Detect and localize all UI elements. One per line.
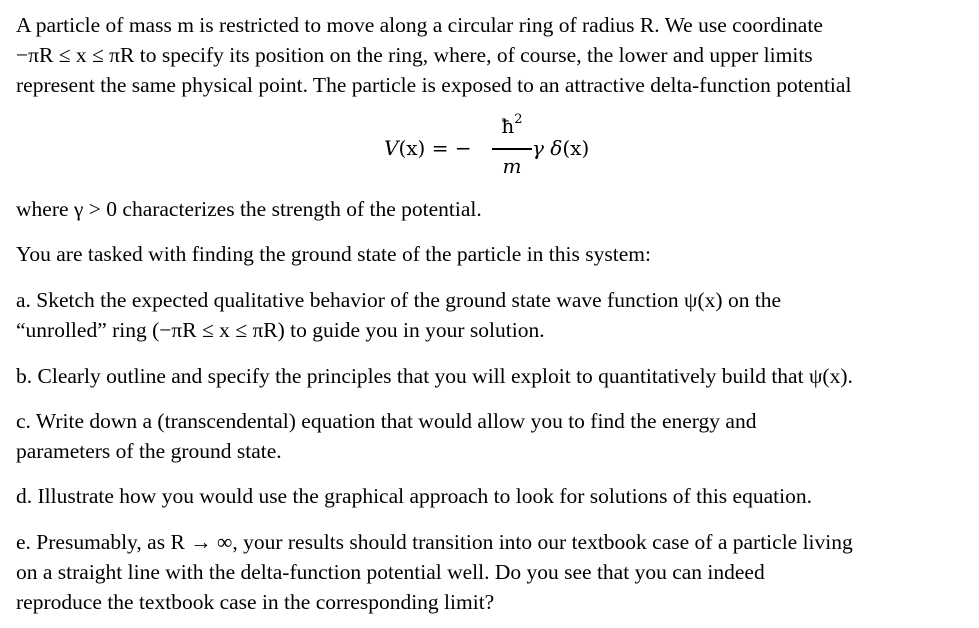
task-line: You are tasked with finding the ground state of the particle in this system: xyxy=(16,242,651,266)
item-b-line-1: b. Clearly outline and specify the principles that you will exploit to quantitatively build that ψ(x). xyxy=(16,364,853,388)
item-c-line-2: parameters of the ground state. xyxy=(16,439,282,463)
equation-fraction xyxy=(492,114,532,184)
intro-line-1: A particle of mass m is restricted to move along a circular ring of radius R. We use coordinate xyxy=(16,13,823,37)
equation-rhs-arg: (x) xyxy=(562,136,590,160)
item-e-line-1: e. Presumably, as R → ∞, your results should transition into our textbook case of a particle living xyxy=(16,530,853,554)
item-e-line-3: reproduce the textbook case in the corresponding limit? xyxy=(16,590,495,614)
item-a-line-2: “unrolled” ring (−πR ≤ x ≤ πR) to guide you in your solution. xyxy=(16,318,545,342)
item-c-line-1: c. Write down a (transcendental) equation that would allow you to find the energy and xyxy=(16,409,757,433)
hbar-symbol: ħ xyxy=(501,114,515,138)
delta-symbol: δ xyxy=(543,136,563,160)
equation-rhs xyxy=(532,136,589,160)
item-d-line-1: d. Illustrate how you would use the graphical approach to look for solutions of this equation. xyxy=(16,484,812,508)
equation-lhs xyxy=(384,136,472,160)
item-c xyxy=(16,406,756,466)
equation-func: V xyxy=(384,136,399,160)
intro-line-2: −πR ≤ x ≤ πR to specify its position on the ring, where, of course, the lower and upper limits xyxy=(16,43,813,67)
task-paragraph xyxy=(16,239,651,269)
potential-equation xyxy=(16,112,966,186)
equation-equals: = − xyxy=(425,136,472,160)
equation-lhs-arg: (x) xyxy=(398,136,426,160)
equation-numerator xyxy=(492,114,532,138)
item-b xyxy=(16,361,853,391)
item-a-line-1: a. Sketch the expected qualitative behavior of the ground state wave function ψ(x) on the xyxy=(16,288,782,312)
intro-line-3: represent the same physical point. The particle is exposed to an attractive delta-function potential xyxy=(16,73,852,97)
equation-denominator: m xyxy=(502,154,522,178)
item-e-line-2: on a straight line with the delta-function potential well. Do you see that you can indeed xyxy=(16,560,765,584)
fraction-bar xyxy=(492,148,532,150)
intro-paragraph xyxy=(16,10,851,100)
item-e xyxy=(16,527,853,617)
item-d xyxy=(16,481,812,511)
hbar-exponent: 2 xyxy=(514,112,523,128)
item-a xyxy=(16,285,781,345)
where-line: where γ > 0 characterizes the strength of the potential. xyxy=(16,197,482,221)
where-paragraph xyxy=(16,194,482,224)
gamma-symbol: γ xyxy=(532,136,544,160)
